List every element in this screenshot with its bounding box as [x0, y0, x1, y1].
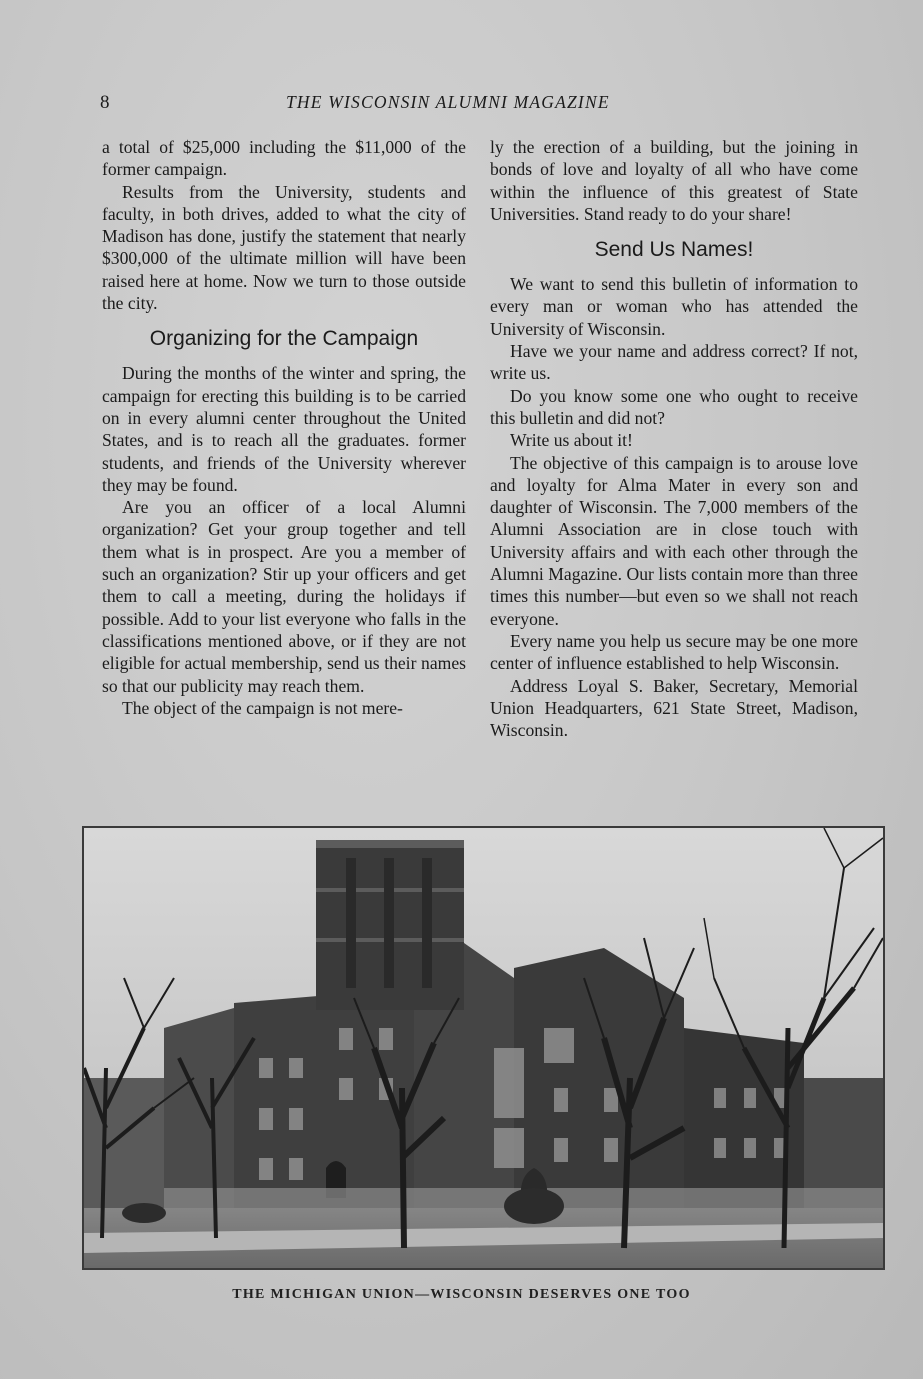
section-heading-organizing: Organizing for the Campaign: [149, 327, 419, 351]
right-column: [490, 136, 858, 741]
paragraph: Do you know some one who ought to receive this bulletin and did not?: [490, 385, 858, 428]
paragraph: Are you an officer of a local Alumni organization? Get your group together and tell them what is in prospect. Are you a member of such an organization? Stir up your officers and get them to call a meeting, during the holidays if possible. Add to your list everyone who falls in the classifications mentioned above, or if they are not eligible for actual membership, send us their names so that our publicity may reach them.: [102, 497, 466, 696]
paragraph: Address Loyal S. Baker, Secretary, Memorial Union Headquarters, 621 State Street, Madison, Wisconsin.: [490, 675, 858, 741]
photo-caption: THE MICHIGAN UNION—WISCONSIN DESERVES ONE TOO: [232, 1287, 691, 1302]
building-illustration: [84, 828, 883, 1268]
page-number: 8: [100, 92, 110, 113]
paragraph: ly the erection of a building, but the joining in bonds of love and loyalty of all who have come within the influence of this greatest of State Universities. Stand ready to do your share!: [490, 137, 858, 224]
paragraph: Write us about it!: [510, 430, 633, 451]
paragraph: The object of the campaign is not mere-: [122, 697, 403, 718]
paragraph: a total of $25,000 including the $11,000 of the former campaign.: [102, 137, 466, 180]
paragraph: Every name you help us secure may be one more center of influence established to help Wisconsin.: [490, 630, 858, 674]
section-heading-send-names: Send Us Names!: [594, 238, 754, 262]
michigan-union-photo: [82, 826, 885, 1270]
paragraph: The objective of this campaign is to arouse love and loyalty for Alma Mater in every son and daughter of Wisconsin. The 7,000 members of the Alumni Association are in close touch with University affairs and with each other through the Alumni Magazine. Our lists contain more than three times this number—but even so we shall not reach everyone.: [490, 452, 858, 629]
paragraph: Results from the University, students and faculty, in both drives, added to what the city of Madison has done, justify the statement that nearly $300,000 of the ultimate million will have been raised here at home. Now we turn to those outside the city.: [102, 181, 466, 314]
magazine-title: THE WISCONSIN ALUMNI MAGAZINE: [286, 92, 610, 112]
running-header: [100, 90, 860, 116]
paragraph: Have we your name and address correct? If not, write us.: [490, 341, 858, 384]
shrub: [122, 1203, 166, 1223]
left-column: [102, 136, 466, 719]
paragraph: We want to send this bulletin of information to every man or woman who has attended the University of Wisconsin.: [490, 274, 858, 339]
shrub: [504, 1188, 564, 1224]
paragraph: During the months of the winter and spring, the campaign for erecting this building is to be carried on in every alumni center throughout the United States, and is to reach all the graduates. former students, and friends of the University wherever they may be found.: [102, 363, 466, 495]
